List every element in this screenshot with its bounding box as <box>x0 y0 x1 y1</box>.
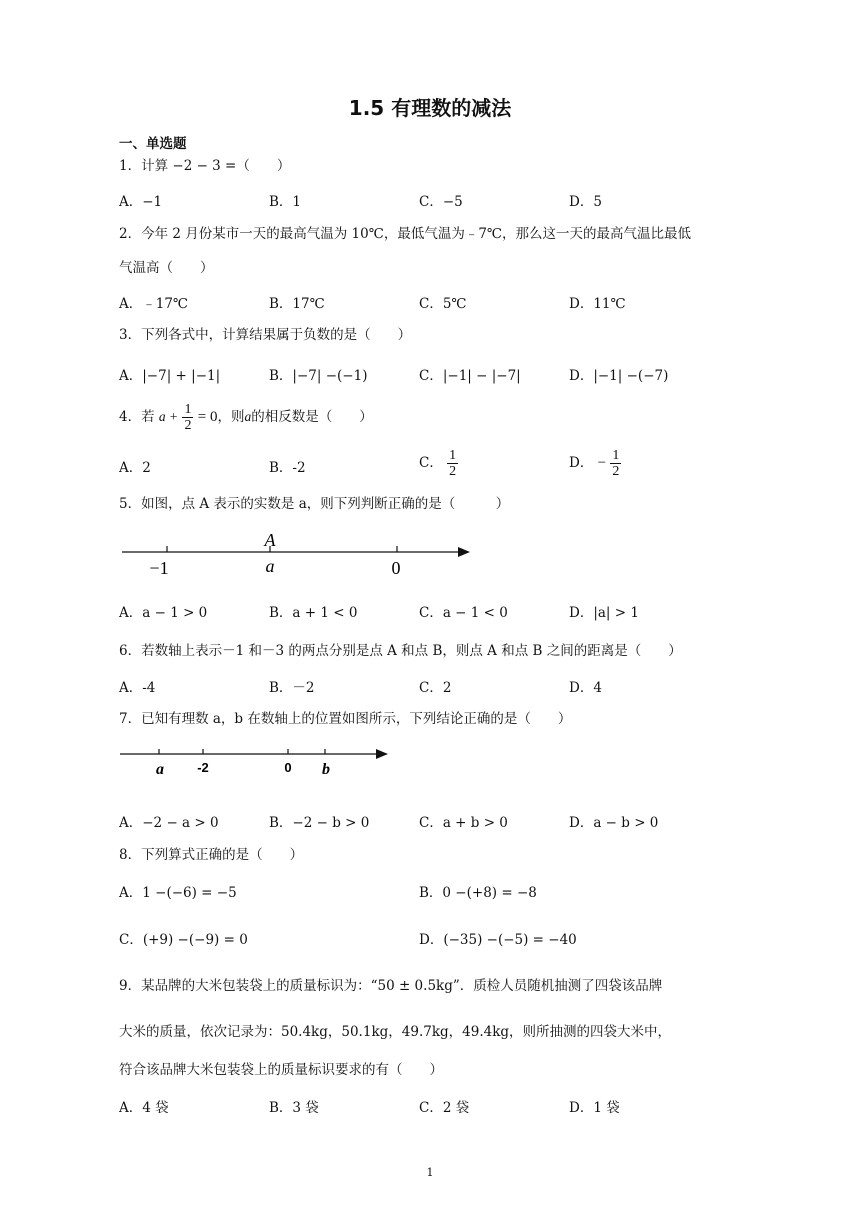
tick-label-a: a <box>265 556 275 576</box>
option-d: D．|−1| −(−7) <box>569 368 669 384</box>
question-9-stem-line3: 符合该品牌大米包装袋上的质量标识要求的有（ ） <box>119 1062 443 1078</box>
q4-var: a <box>244 409 252 424</box>
question-1-options <box>119 190 759 216</box>
question-9-options <box>119 1096 759 1122</box>
option-b: B．1 <box>269 194 302 210</box>
question-8-stem: 8．下列算式正确的是（ ） <box>119 847 304 863</box>
question-3-stem: 3．下列各式中，计算结果属于负数的是（ ） <box>119 327 412 343</box>
option-c-label: C． <box>419 455 443 471</box>
fraction-numerator: 1 <box>449 448 457 463</box>
option-c: C．2 <box>419 680 452 696</box>
tick-label-minus-2: -2 <box>197 760 209 775</box>
fraction-numerator: 1 <box>612 448 620 463</box>
option-d: D．|a| > 1 <box>569 605 639 621</box>
option-d: D．a − b > 0 <box>569 815 659 831</box>
question-8-options-row1 <box>119 881 759 907</box>
option-b: B．3 袋 <box>269 1100 319 1116</box>
question-5-stem: 5．如图，点 A 表示的实数是 a，则下列判断正确的是（ ） <box>119 496 510 512</box>
question-2-stem-line2: 气温高（ ） <box>119 260 214 276</box>
fraction-denominator: 2 <box>612 464 620 479</box>
option-c: C．a + b > 0 <box>419 815 508 831</box>
question-3-options <box>119 364 759 390</box>
option-c: C．2 袋 <box>419 1100 470 1116</box>
option-c: C．|−1| − |−7| <box>419 368 521 384</box>
option-b: B．－2 <box>269 680 315 696</box>
question-6-options <box>119 676 759 702</box>
section-heading: 一、单选题 <box>119 136 187 152</box>
point-label-A: A <box>264 530 276 550</box>
axis-arrow <box>376 749 388 759</box>
option-b: B．-2 <box>269 460 306 476</box>
question-4-stem <box>119 402 759 442</box>
question-5-options <box>119 601 759 627</box>
page-title: 1.5 有理数的减法 <box>348 96 512 120</box>
fraction-denominator: 2 <box>449 464 457 479</box>
page-number: 1 <box>426 1166 434 1179</box>
question-1-stem: 1．计算 −2 − 3 =（ ） <box>119 158 291 174</box>
option-b: B．a + 1 < 0 <box>269 605 358 621</box>
option-a: A．|−7| + |−1| <box>119 368 221 384</box>
option-a: A．1 −(−6) = −5 <box>119 885 237 901</box>
option-a: A．−1 <box>119 194 163 210</box>
option-c <box>419 448 458 479</box>
option-a: A．2 <box>119 460 151 476</box>
option-d-sign: − <box>597 455 607 471</box>
option-d: D．(−35) −(−5) = −40 <box>419 932 577 948</box>
fraction-numerator: 1 <box>184 402 192 417</box>
tick-label-0: 0 <box>391 558 401 578</box>
option-a: A．-4 <box>119 680 156 696</box>
tick-label-0: 0 <box>284 760 292 775</box>
option-a: A．−2 − a > 0 <box>119 815 219 831</box>
option-b: B．0 −(+8) = −8 <box>419 885 537 901</box>
question-2-stem-line1: 2．今年 2 月份某市一天的最高气温为 10℃，最低气温为﹣7℃，那么这一天的最高气温比最低 <box>119 226 692 242</box>
tick-label-a: a <box>156 761 164 778</box>
option-d-label: D． <box>569 455 594 471</box>
option-c: C．a − 1 < 0 <box>419 605 508 621</box>
option-d <box>569 448 621 479</box>
tick-label-minus-1: −1 <box>149 558 169 578</box>
question-8-options-row2 <box>119 928 759 954</box>
question-6-stem: 6．若数轴上表示－1 和－3 的两点分别是点 A 和点 B，则点 A 和点 B 之间的距离是（ ） <box>119 643 682 659</box>
option-d: D．5 <box>569 194 602 210</box>
question-7-options <box>119 811 759 837</box>
question-4-options <box>119 448 759 484</box>
option-a: A．4 袋 <box>119 1100 169 1116</box>
option-c: C．−5 <box>419 194 463 210</box>
option-b: B．−2 − b > 0 <box>269 815 370 831</box>
axis-arrow <box>458 547 470 557</box>
option-a: A．a − 1 > 0 <box>119 605 208 621</box>
question-5-number-line <box>118 528 478 580</box>
question-7-number-line <box>118 742 398 782</box>
question-2-options <box>119 292 759 318</box>
option-b: B．|−7| −(−1) <box>269 368 368 384</box>
q4-pre: 4．若 <box>119 409 155 425</box>
q4-post: ，则 <box>217 409 245 425</box>
option-c-fraction <box>447 448 458 479</box>
q4-expr-a: a + <box>158 409 179 424</box>
q4-expr-b: = 0 <box>197 409 218 425</box>
option-d-fraction <box>610 448 621 479</box>
q4-fraction <box>182 402 193 433</box>
question-9-stem-line1: 9．某品牌的大米包装袋上的质量标识为：“50 ± 0.5kg”．质检人员随机抽测了四袋该品牌 <box>119 978 663 994</box>
option-d: D．1 袋 <box>569 1100 620 1116</box>
option-d: D．11℃ <box>569 296 626 312</box>
q4-end: 的相反数是（ ） <box>251 409 373 425</box>
option-d: D．4 <box>569 680 602 696</box>
option-b: B．17℃ <box>269 296 325 312</box>
option-c: C．5℃ <box>419 296 467 312</box>
tick-label-b: b <box>322 761 330 778</box>
question-7-stem: 7．已知有理数 a，b 在数轴上的位置如图所示，下列结论正确的是（ ） <box>119 711 572 727</box>
option-a: A．﹣17℃ <box>119 296 189 312</box>
fraction-denominator: 2 <box>184 418 192 433</box>
option-c: C．(+9) −(−9) = 0 <box>119 932 248 948</box>
question-9-stem-line2: 大米的质量，依次记录为：50.4kg，50.1kg，49.7kg，49.4kg，则所抽测的四袋大米中， <box>119 1024 672 1040</box>
